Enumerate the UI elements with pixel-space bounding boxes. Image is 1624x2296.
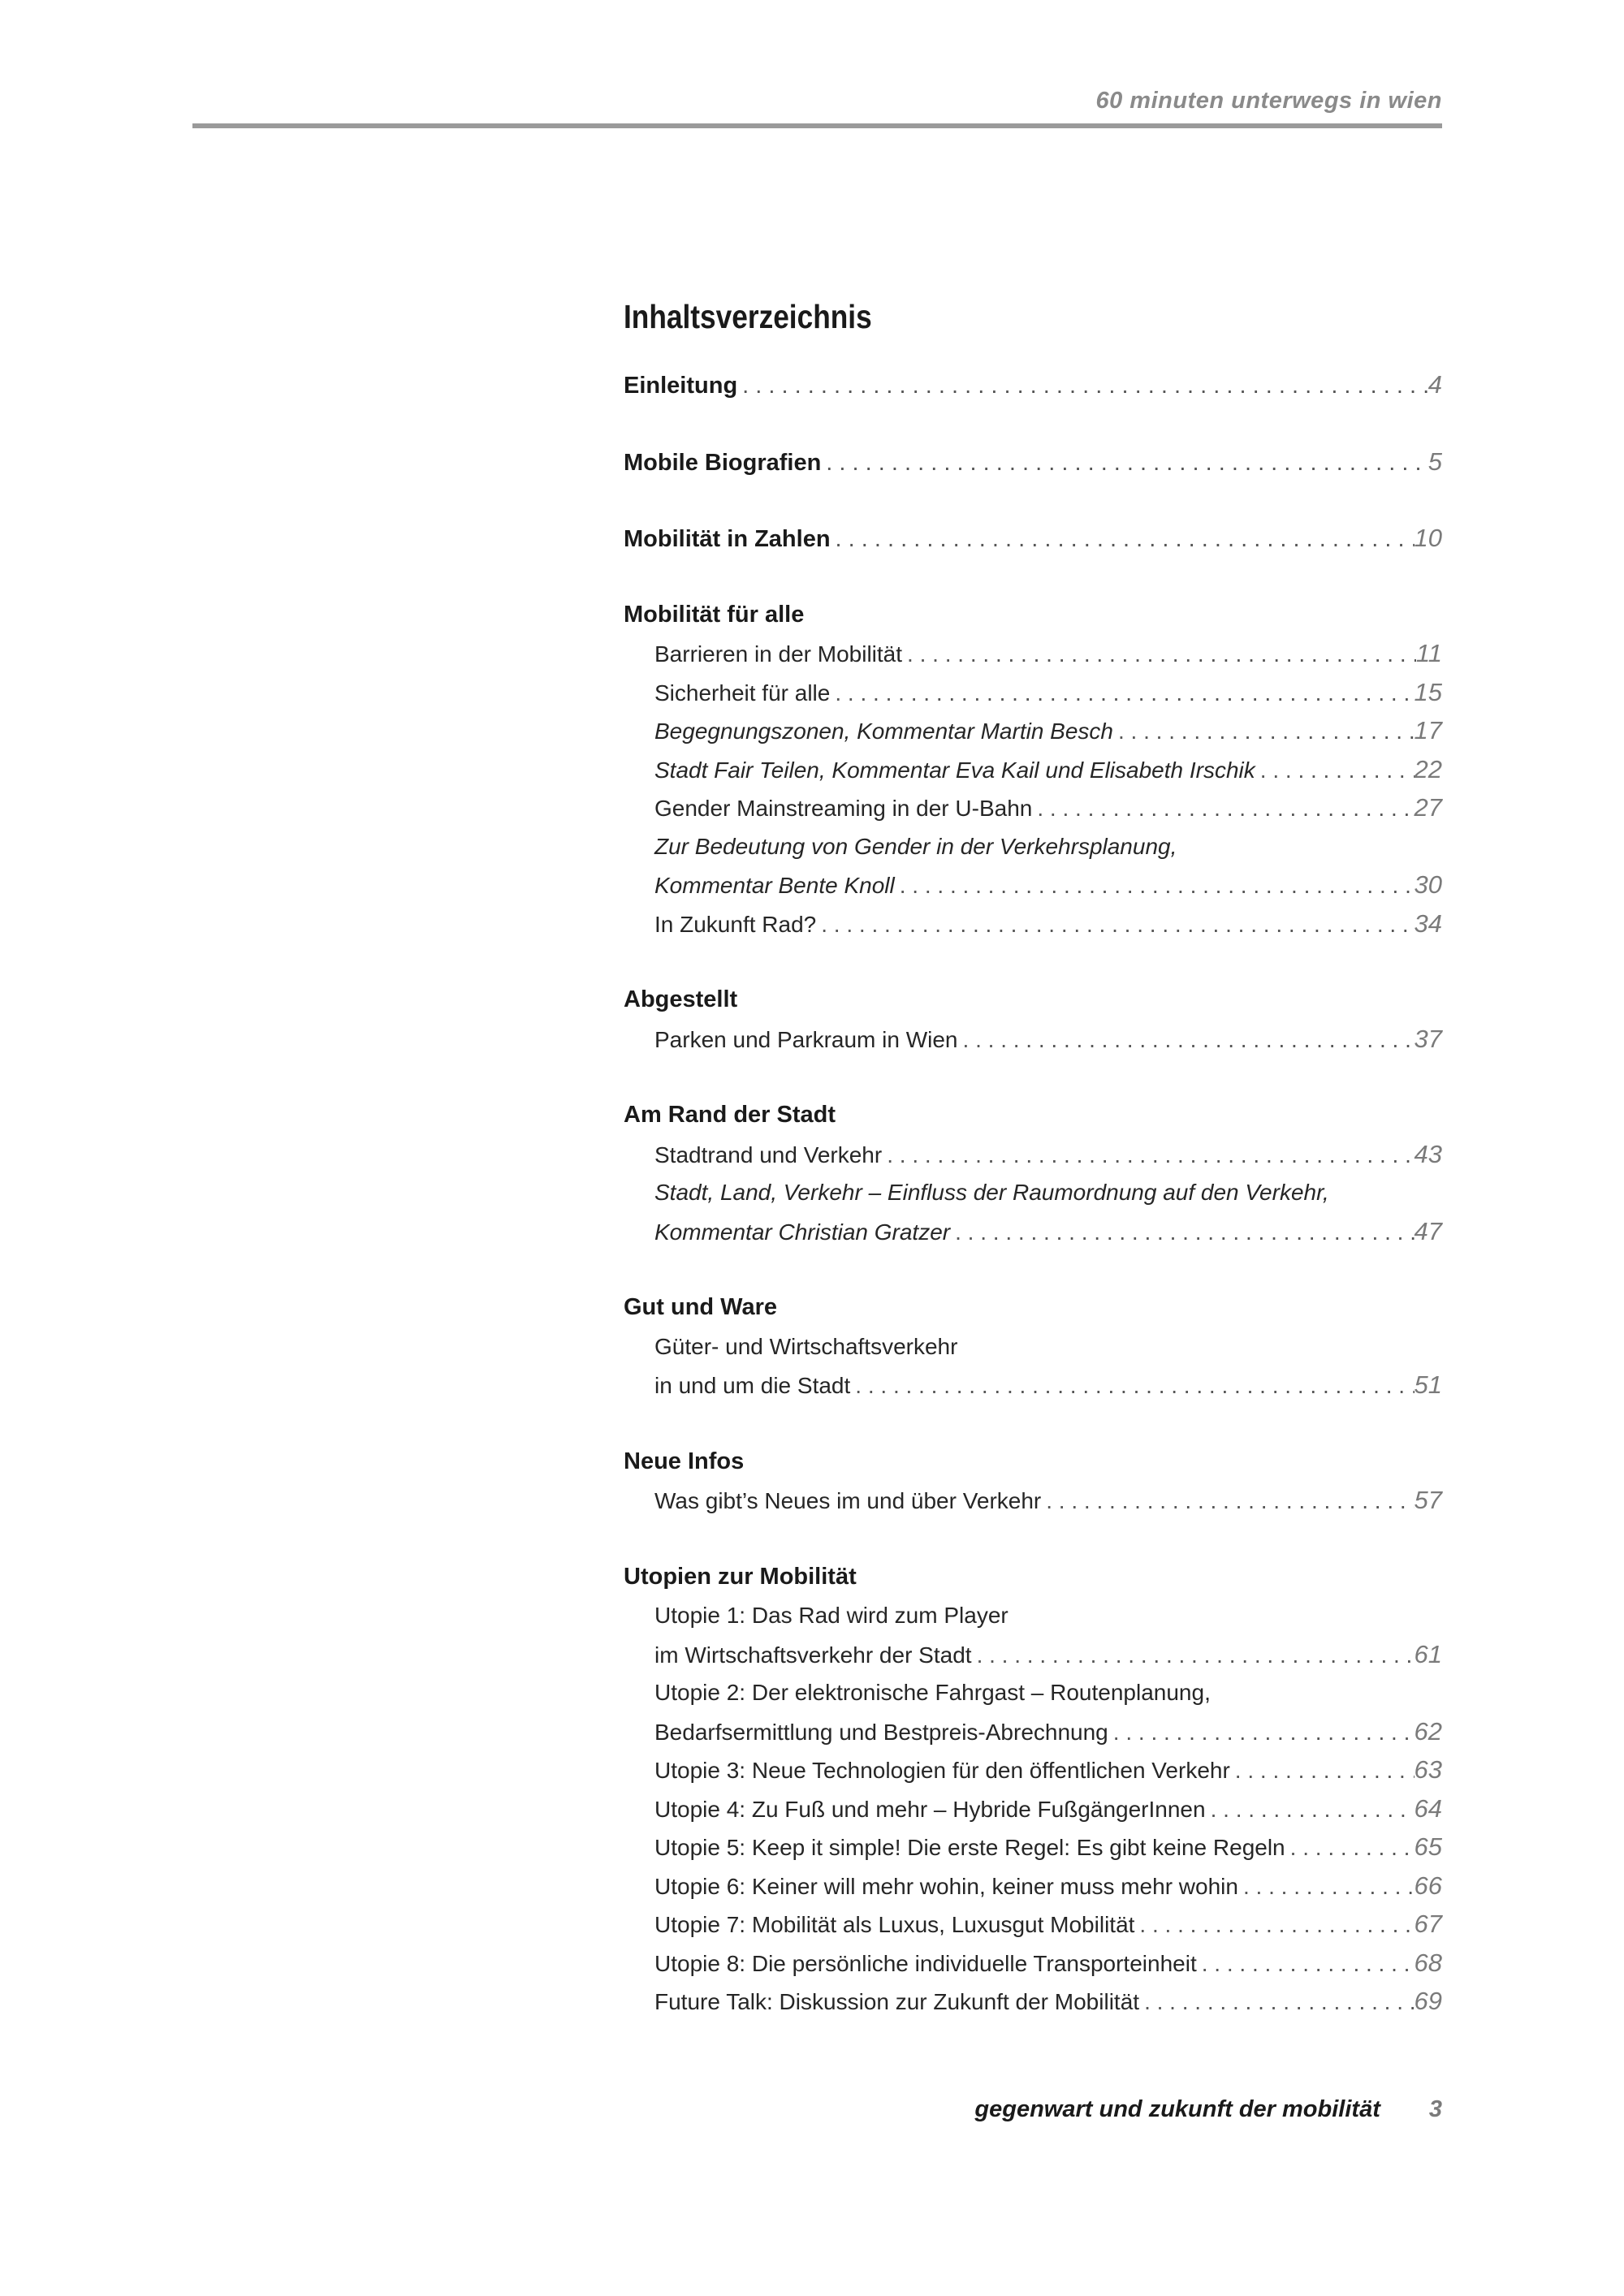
toc-entry[interactable] — [624, 1828, 1442, 1867]
dot-leader — [1197, 1944, 1415, 1983]
section-page-number: 10 — [1414, 524, 1442, 552]
page-number: 3 — [1428, 2096, 1442, 2122]
entry-title: Future Talk: Diskussion zur Zukunft der Mobilität — [654, 1989, 1140, 2014]
toc-section — [624, 596, 1442, 943]
entry-title: Kommentar Bente Knoll — [654, 873, 895, 898]
toc-entry[interactable] — [624, 673, 1442, 712]
section-title: Gut und Ware — [624, 1294, 778, 1320]
toc-entry[interactable] — [624, 1905, 1442, 1944]
entry-title: Utopie 6: Keiner will mehr wohin, keiner muss mehr wohin — [654, 1873, 1238, 1899]
entry-title: in und um die Stadt — [654, 1373, 851, 1398]
entry-title: Gender Mainstreaming in der U-Bahn — [654, 796, 1033, 821]
entry-page-number: 61 — [1414, 1639, 1442, 1668]
entry-title: In Zukunft Rad? — [654, 911, 817, 937]
entry-title: Was gibt’s Neues im und über Verkehr — [654, 1488, 1042, 1513]
toc-section-heading[interactable] — [624, 981, 1442, 1020]
dot-leader — [950, 1213, 1414, 1252]
dot-leader — [1041, 1482, 1414, 1521]
toc-sections — [624, 365, 1442, 2021]
header-rule — [192, 123, 1442, 128]
toc-entry[interactable] — [624, 827, 1442, 866]
entry-page-number: 65 — [1414, 1832, 1442, 1861]
dot-leader — [1206, 1790, 1415, 1829]
toc-entry[interactable] — [624, 1327, 1442, 1366]
entry-page-number: 57 — [1414, 1486, 1442, 1514]
entry-page-number: 27 — [1414, 793, 1442, 822]
entry-page-number: 34 — [1414, 908, 1442, 938]
entry-title: Utopie 3: Neue Technologien für den öffentlichen Verkehr — [654, 1758, 1230, 1783]
entry-page-number: 15 — [1414, 677, 1442, 706]
toc-entry[interactable] — [624, 1366, 1442, 1405]
entry-page-number: 63 — [1414, 1755, 1442, 1784]
dot-leader — [816, 905, 1414, 944]
entry-page-number: 17 — [1414, 716, 1442, 744]
section-title: Abgestellt — [624, 986, 738, 1012]
section-title: Utopien zur Mobilität — [624, 1563, 857, 1590]
dot-leader — [1108, 1713, 1415, 1752]
dot-leader — [902, 635, 1416, 674]
toc-entry[interactable] — [624, 1712, 1442, 1751]
dot-leader — [958, 1021, 1415, 1060]
dot-leader — [821, 444, 1427, 483]
dot-leader — [831, 520, 1415, 559]
toc-section-heading[interactable] — [624, 1288, 1442, 1327]
toc-entry[interactable] — [624, 1867, 1442, 1905]
entry-page-number: 37 — [1414, 1024, 1442, 1053]
entry-title: Stadt, Land, Verkehr – Einfluss der Raumordnung auf den Verkehr, — [654, 1180, 1329, 1205]
section-title: Mobilität für alle — [624, 601, 805, 628]
entry-title: Sicherheit für alle — [654, 680, 831, 706]
toc-section-heading[interactable] — [624, 442, 1442, 481]
entry-title: Utopie 8: Die persönliche individuelle Transporteinheit — [654, 1950, 1197, 1976]
dot-leader — [737, 367, 1428, 406]
toc-entry[interactable] — [624, 634, 1442, 673]
toc-section — [624, 442, 1442, 481]
toc-entry[interactable] — [624, 711, 1442, 750]
toc-section-heading[interactable] — [624, 1443, 1442, 1482]
toc-title: Inhaltsverzeichnis — [624, 298, 872, 335]
dot-leader — [1238, 1867, 1415, 1906]
toc-entry[interactable] — [624, 750, 1442, 789]
entry-title: Zur Bedeutung von Gender in der Verkehrsplanung, — [654, 833, 1177, 859]
entry-title: Stadtrand und Verkehr — [654, 1142, 883, 1167]
section-title: Mobile Biografien — [624, 449, 822, 476]
dot-leader — [895, 866, 1415, 905]
toc-entry[interactable] — [624, 1635, 1442, 1674]
toc-entry[interactable] — [624, 1596, 1442, 1635]
entry-page-number: 47 — [1414, 1216, 1442, 1245]
running-head: 60 minuten unterwegs in wien — [1095, 88, 1442, 114]
section-title: Mobilität in Zahlen — [624, 526, 831, 552]
toc-entry[interactable] — [624, 1173, 1442, 1212]
entry-page-number: 51 — [1414, 1370, 1442, 1399]
entry-page-number: 11 — [1415, 639, 1442, 667]
dot-leader — [1134, 1905, 1414, 1944]
entry-title: Utopie 7: Mobilität als Luxus, Luxusgut Mobilität — [654, 1912, 1135, 1937]
toc-section — [624, 1443, 1442, 1520]
entry-page-number: 30 — [1414, 870, 1442, 899]
entry-title: Parken und Parkraum in Wien — [654, 1026, 958, 1052]
entry-title: Begegnungszonen, Kommentar Martin Besch — [654, 719, 1113, 744]
dot-leader — [1113, 712, 1415, 751]
dot-leader — [1285, 1828, 1415, 1867]
toc-entry[interactable] — [624, 865, 1442, 904]
entry-page-number: 43 — [1414, 1139, 1442, 1168]
toc-entry[interactable] — [624, 1212, 1442, 1251]
entry-title: Utopie 1: Das Rad wird zum Player — [654, 1603, 1009, 1628]
toc-entry[interactable] — [624, 1135, 1442, 1174]
toc-entry[interactable] — [624, 904, 1442, 943]
table-of-contents — [624, 294, 1442, 2059]
section-title: Einleitung — [624, 373, 738, 399]
toc-entry[interactable] — [624, 1944, 1442, 1983]
section-page-number: 4 — [1427, 370, 1442, 399]
entry-page-number: 68 — [1414, 1948, 1442, 1977]
dot-leader — [1255, 751, 1415, 790]
toc-entry[interactable] — [624, 788, 1442, 827]
toc-entry[interactable] — [624, 1750, 1442, 1789]
entry-page-number: 22 — [1414, 754, 1442, 783]
entry-title: Utopie 2: Der elektronische Fahrgast – Routenplanung, — [654, 1680, 1211, 1705]
dot-leader — [1139, 1983, 1414, 2022]
entry-title: Barrieren in der Mobilität — [654, 641, 903, 667]
entry-title: im Wirtschaftsverkehr der Stadt — [654, 1642, 972, 1668]
toc-section — [624, 1096, 1442, 1250]
entry-title: Güter- und Wirtschaftsverkehr — [654, 1333, 958, 1359]
entry-title: Kommentar Christian Gratzer — [654, 1219, 951, 1245]
toc-section-heading[interactable] — [624, 365, 1442, 404]
entry-page-number: 66 — [1414, 1871, 1442, 1900]
toc-entry[interactable] — [624, 1982, 1442, 2021]
toc-section-heading[interactable] — [624, 1558, 1442, 1597]
entry-page-number: 64 — [1414, 1793, 1442, 1823]
toc-entry[interactable] — [624, 1673, 1442, 1712]
entry-title: Bedarfsermittlung und Bestpreis-Abrechnung — [654, 1719, 1108, 1745]
toc-section — [624, 519, 1442, 558]
entry-title: Utopie 4: Zu Fuß und mehr – Hybride FußgängerInnen — [654, 1796, 1206, 1822]
toc-section-heading[interactable] — [624, 596, 1442, 635]
dot-leader — [850, 1366, 1414, 1405]
dot-leader — [972, 1636, 1415, 1675]
entry-page-number: 62 — [1414, 1716, 1442, 1746]
entry-title: Utopie 5: Keep it simple! Die erste Regel: Es gibt keine Regeln — [654, 1835, 1285, 1860]
toc-section — [624, 1558, 1442, 2021]
dot-leader — [882, 1136, 1414, 1175]
section-title: Am Rand der Stadt — [624, 1102, 836, 1128]
section-title: Neue Infos — [624, 1448, 745, 1474]
page-footer — [974, 2096, 1442, 2123]
entry-page-number: 67 — [1414, 1910, 1442, 1938]
footer-title: gegenwart und zukunft der mobilität — [974, 2096, 1380, 2122]
section-page-number: 5 — [1427, 447, 1442, 476]
toc-section — [624, 365, 1442, 404]
dot-leader — [1032, 789, 1414, 828]
entry-page-number: 69 — [1414, 1987, 1442, 2015]
toc-section — [624, 1288, 1442, 1405]
dot-leader — [830, 674, 1414, 713]
dot-leader — [1230, 1751, 1415, 1790]
toc-section-heading[interactable] — [624, 1096, 1442, 1135]
toc-entry[interactable] — [624, 1789, 1442, 1828]
toc-section-heading[interactable] — [624, 519, 1442, 558]
toc-entry[interactable] — [624, 1020, 1442, 1059]
entry-title: Stadt Fair Teilen, Kommentar Eva Kail und Elisabeth Irschik — [654, 757, 1255, 783]
toc-section — [624, 981, 1442, 1058]
toc-entry[interactable] — [624, 1481, 1442, 1520]
